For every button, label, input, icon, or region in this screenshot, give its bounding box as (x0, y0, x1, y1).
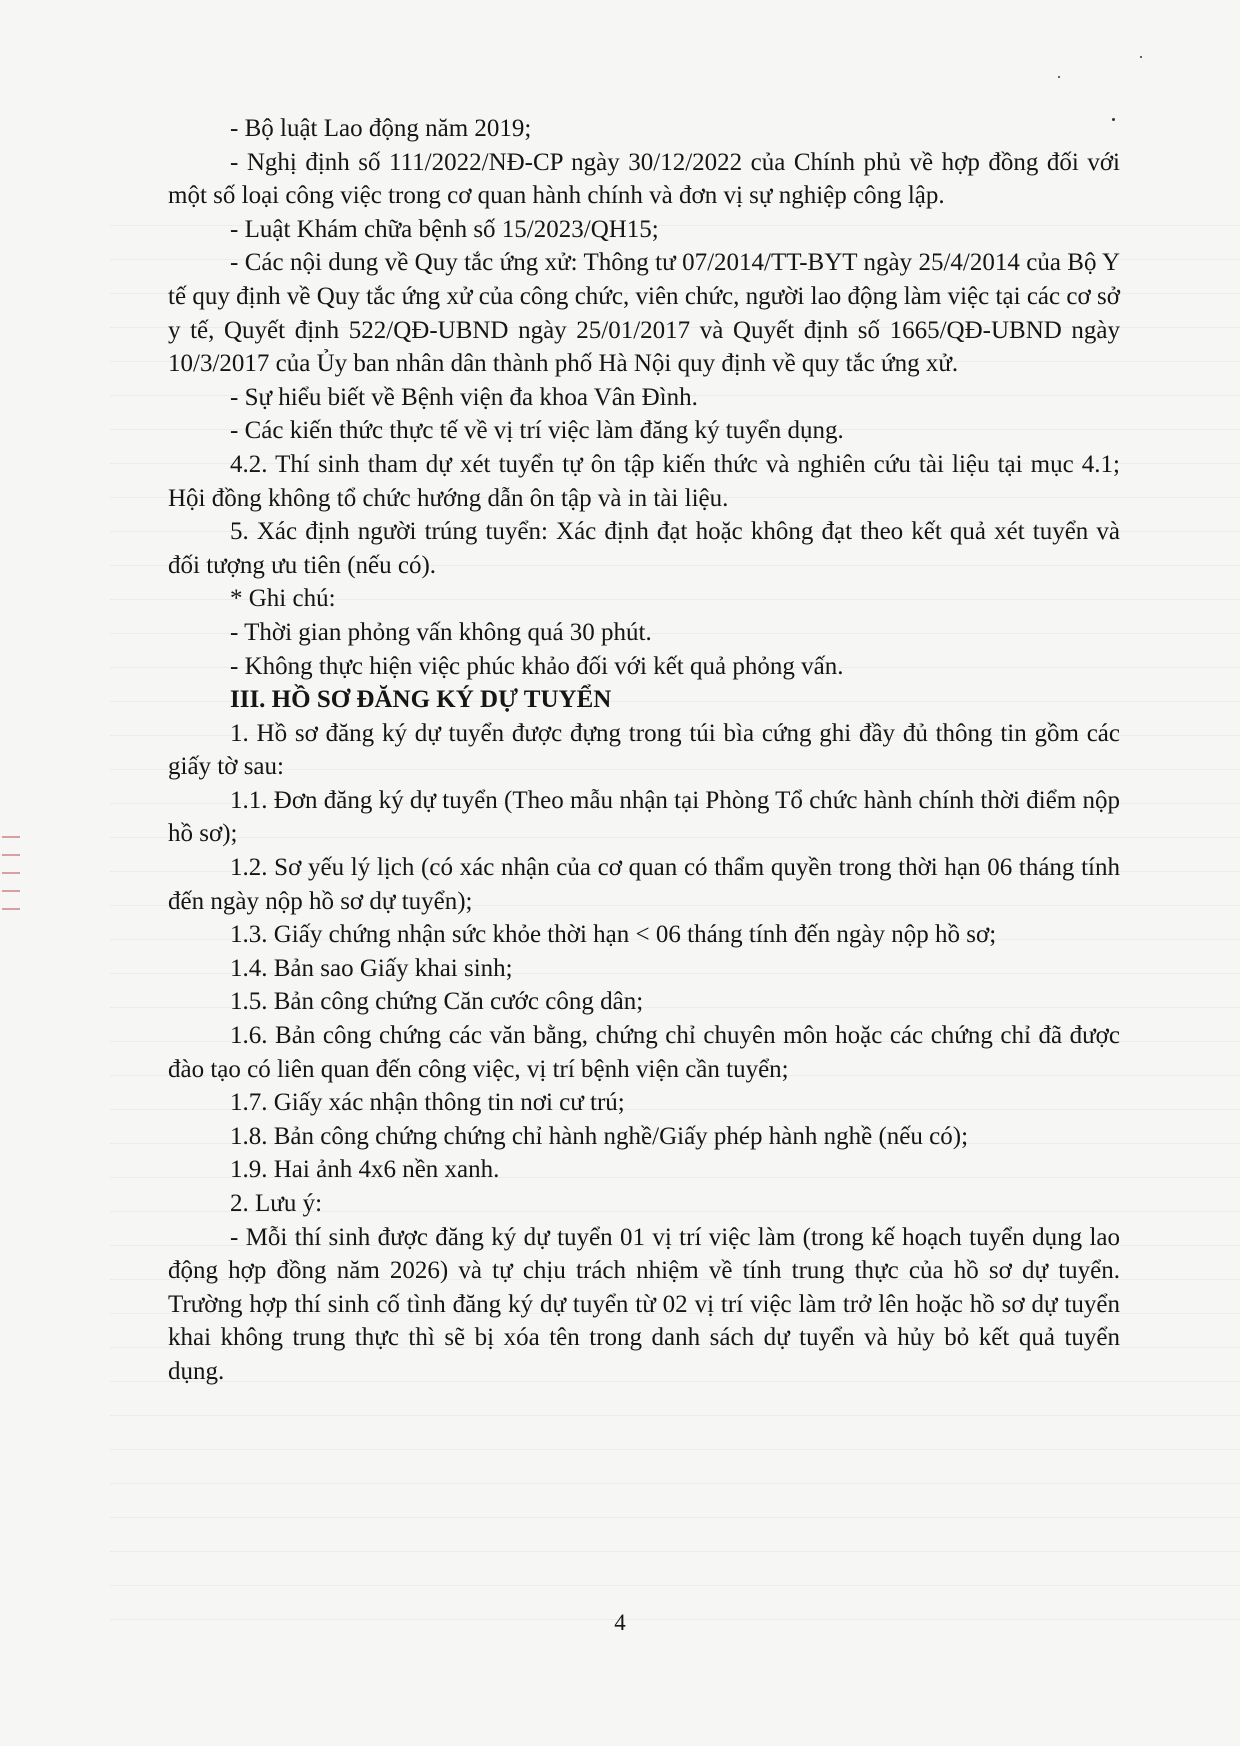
paragraph: 2. Lưu ý: (230, 1190, 323, 1217)
paragraph: 1.3. Giấy chứng nhận sức khỏe thời hạn < 06 tháng tính đến ngày nộp hồ sơ; (230, 921, 997, 949)
paragraph: 1. Hồ sơ đăng ký dự tuyển được đựng trong túi bìa cứng ghi đầy đủ thông tin gồm các giấy tờ sau: (168, 719, 1120, 781)
paragraph: 1.5. Bản công chứng Căn cước công dân; (230, 988, 644, 1016)
paragraph: - Các kiến thức thực tế về vị trí việc làm đăng ký tuyển dụng. (230, 417, 844, 445)
paragraph: 5. Xác định người trúng tuyển: Xác định đạt hoặc không đạt theo kết quả xét tuyển và đối tượng ưu tiên (nếu có). (168, 518, 1120, 579)
paragraph: - Mỗi thí sinh được đăng ký dự tuyển 01 vị trí việc làm (trong kế hoạch tuyển dụng lao động hợp đồng năm 2026) và tự chịu trách nhiệm về tính trung thực của hồ sơ dự tuyển. Trường hợp thí sinh cố tình đăng ký dự tuyển từ 02 vị trí việc làm trở lên hoặc hồ sơ dự tuyển khai không trung thực thì sẽ bị xóa tên trong danh sách dự tuyển và hủy bỏ kết quả tuyển dụng. (168, 1223, 1120, 1385)
scan-speck (1140, 56, 1142, 58)
paragraph: - Các nội dung về Quy tắc ứng xử: Thông tư 07/2014/TT-BYT ngày 25/4/2014 của Bộ Y tế quy định về Quy tắc ứng xử của công chức, viên chức, người lao động làm việc tại các cơ sở y tế, Quyết định 522/QĐ-UBND ngày 25/01/2017 và Quyết định số 1665/QĐ-UBND ngày 10/3/2017 của Ủy ban nhân dân thành phố Hà Nội quy định về quy tắc ứng xử. (168, 249, 1120, 378)
section-heading: III. HỒ SƠ ĐĂNG KÝ DỰ TUYỂN (230, 686, 612, 714)
margin-stamp-marks (0, 820, 22, 980)
paragraph: 1.4. Bản sao Giấy khai sinh; (230, 954, 513, 982)
paragraph: 4.2. Thí sinh tham dự xét tuyển tự ôn tập kiến thức và nghiên cứu tài liệu tại mục 4.1; Hội đồng không tổ chức hướng dẫn ôn tập và in tài liệu. (168, 450, 1120, 512)
scan-speck (1058, 76, 1060, 78)
paragraph: 1.1. Đơn đăng ký dự tuyển (Theo mẫu nhận tại Phòng Tổ chức hành chính thời điểm nộp hồ sơ); (168, 786, 1120, 848)
paragraph: - Thời gian phỏng vấn không quá 30 phút. (230, 618, 652, 646)
paragraph: 1.7. Giấy xác nhận thông tin nơi cư trú; (230, 1089, 625, 1117)
page-number: 4 (614, 1610, 626, 1635)
paragraph: 1.9. Hai ảnh 4x6 nền xanh. (230, 1156, 500, 1184)
paragraph: - Nghị định số 111/2022/NĐ-CP ngày 30/12/2022 của Chính phủ về hợp đồng đối với một số loại công việc trong cơ quan hành chính và đơn vị sự nghiệp công lập. (168, 148, 1120, 210)
note-label: * Ghi chú: (230, 585, 336, 613)
paragraph: - Bộ luật Lao động năm 2019; (230, 115, 532, 142)
document-body (168, 112, 1120, 1389)
paragraph: - Luật Khám chữa bệnh số 15/2023/QH15; (230, 215, 659, 243)
paragraph: 1.6. Bản công chứng các văn bằng, chứng chỉ chuyên môn hoặc các chứng chỉ đã được đào tạo có liên quan đến công việc, vị trí bệnh viện cần tuyển; (168, 1022, 1120, 1083)
paragraph: 1.8. Bản công chứng chứng chỉ hành nghề/Giấy phép hành nghề (nếu có); (230, 1122, 969, 1150)
paragraph: - Không thực hiện việc phúc khảo đối với kết quả phỏng vấn. (230, 652, 844, 680)
paragraph: - Sự hiểu biết về Bệnh viện đa khoa Vân Đình. (230, 383, 698, 411)
paragraph: 1.2. Sơ yếu lý lịch (có xác nhận của cơ quan có thẩm quyền trong thời hạn 06 tháng tính đến ngày nộp hồ sơ dự tuyển); (168, 854, 1120, 915)
